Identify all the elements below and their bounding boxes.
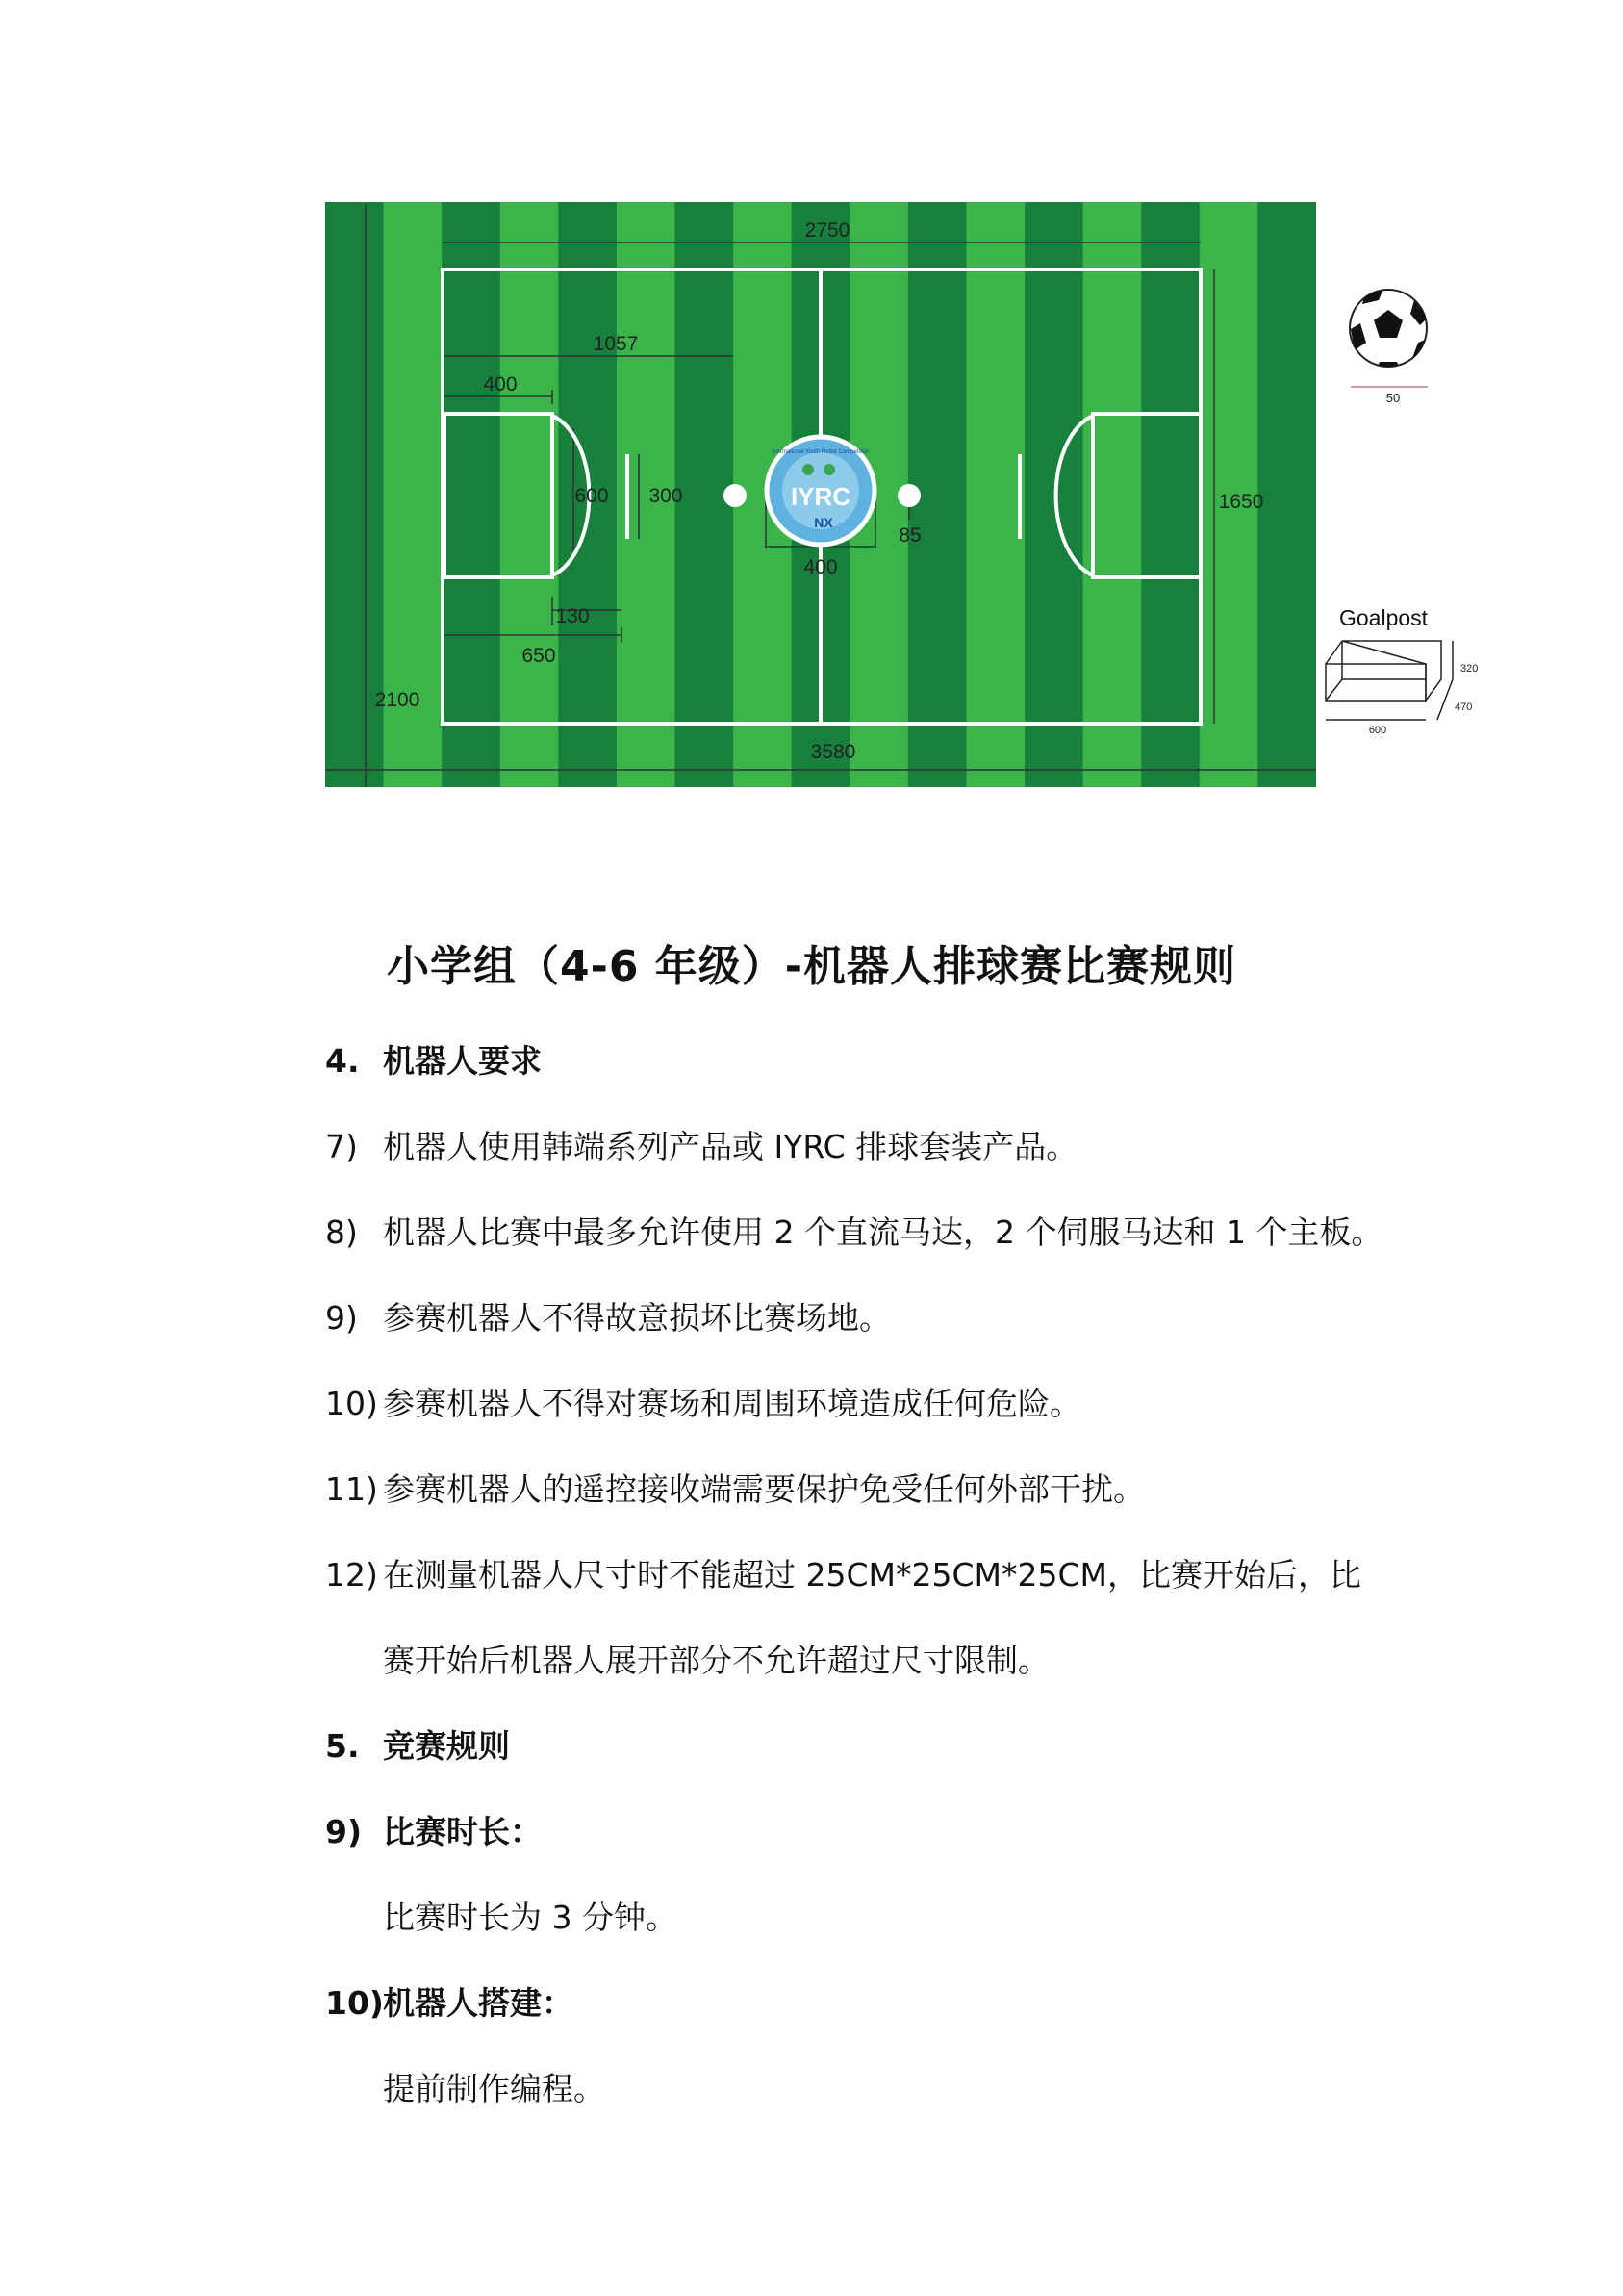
center-dot-right — [898, 484, 921, 507]
label-total-width: 3580 — [810, 741, 856, 763]
rule-item-10-text: 参赛机器人不得对赛场和周围环境造成任何危险。 — [383, 1385, 1081, 1422]
label-outer-mark: 650 — [521, 645, 556, 667]
label-penalty-width: 600 — [574, 485, 609, 507]
rule-item-8-number: 8) — [325, 1213, 358, 1251]
field-stripe — [1257, 202, 1316, 787]
rule-9-title: 比赛时长： — [383, 1813, 542, 1850]
center-dot-left — [723, 484, 747, 507]
goalpost-height-label: 320 — [1460, 663, 1479, 675]
label-line-width: 2750 — [804, 219, 850, 242]
section-5-title: 竞赛规则 — [383, 1727, 510, 1765]
rule-item-9-number: 9) — [325, 1299, 358, 1337]
rule-item-11-number: 11) — [325, 1470, 378, 1508]
rule-10-text: 提前制作编程。 — [383, 2070, 605, 2107]
rule-item-12-continued: 赛开始后机器人展开部分不允许超过尺寸限制。 — [383, 1642, 1050, 1679]
label-center-to-dot: 1057 — [593, 333, 639, 355]
section-4-number: 4. — [325, 1042, 360, 1080]
rule-item-9-text: 参赛机器人不得故意损坏比赛场地。 — [383, 1299, 891, 1337]
section-5-heading — [325, 1727, 510, 1766]
goalpost-depth-label: 470 — [1455, 702, 1473, 713]
label-dot-size: 85 — [899, 524, 922, 547]
label-total-height: 2100 — [374, 689, 420, 711]
rule-9-text: 比赛时长为 3 分钟。 — [383, 1899, 677, 1936]
field-diagram — [0, 0, 1623, 828]
logo-subtext: NX — [814, 515, 833, 530]
section-5-number: 5. — [325, 1727, 360, 1765]
rule-item-11 — [325, 1470, 1145, 1509]
rule-10-heading — [325, 1984, 573, 2023]
rule-item-7-text: 机器人使用韩端系列产品或 IYRC 排球套装产品。 — [383, 1128, 1078, 1165]
rule-10-number: 10) — [325, 1984, 385, 2022]
label-penalty-depth: 400 — [483, 373, 518, 395]
rule-item-7-number: 7) — [325, 1128, 358, 1165]
goalpost-title: Goalpost — [1339, 605, 1429, 630]
ball-size-label: 50 — [1385, 391, 1401, 405]
rule-10-title: 机器人搭建： — [383, 1984, 573, 2022]
logo-ring-text: International Youth Robot Competition — [772, 449, 870, 455]
rule-item-11-text: 参赛机器人的遥控接收端需要保护免受任何外部干扰。 — [383, 1470, 1145, 1508]
rule-item-12-number: 12) — [325, 1556, 378, 1594]
label-arc-depth: 130 — [555, 605, 590, 627]
label-inner-line: 300 — [648, 485, 683, 507]
label-line-height: 1650 — [1218, 491, 1264, 513]
logo-text: IYRC — [790, 482, 851, 511]
goalpost-width-label: 600 — [1368, 725, 1387, 736]
section-4-title: 机器人要求 — [383, 1042, 542, 1080]
rule-9-number: 9) — [325, 1813, 363, 1850]
rule-9-heading — [325, 1813, 542, 1851]
rule-item-12 — [325, 1556, 1361, 1594]
rule-item-9 — [325, 1299, 891, 1338]
rule-item-7 — [325, 1128, 1078, 1166]
field-stripe — [1141, 202, 1200, 787]
rule-item-8 — [325, 1213, 1382, 1252]
rule-item-10-number: 10) — [325, 1385, 378, 1422]
rule-item-12-text: 在测量机器人尺寸时不能超过 25CM*25CM*25CM，比赛开始后，比 — [383, 1556, 1362, 1594]
soccer-ball-icon — [1350, 289, 1428, 405]
goalpost-diagram — [1326, 605, 1478, 736]
iyrc-logo — [767, 437, 875, 545]
page-title: 小学组（4-6 年级）-机器人排球赛比赛规则 — [386, 942, 1237, 991]
rule-item-8-text: 机器人比赛中最多允许使用 2 个直流马达，2 个伺服马达和 1 个主板。 — [383, 1213, 1383, 1251]
section-4-heading — [325, 1042, 542, 1081]
label-logo-diameter: 400 — [803, 556, 838, 578]
field-stripe — [1025, 202, 1083, 787]
field-stripe — [442, 202, 500, 787]
rule-item-10 — [325, 1385, 1081, 1423]
